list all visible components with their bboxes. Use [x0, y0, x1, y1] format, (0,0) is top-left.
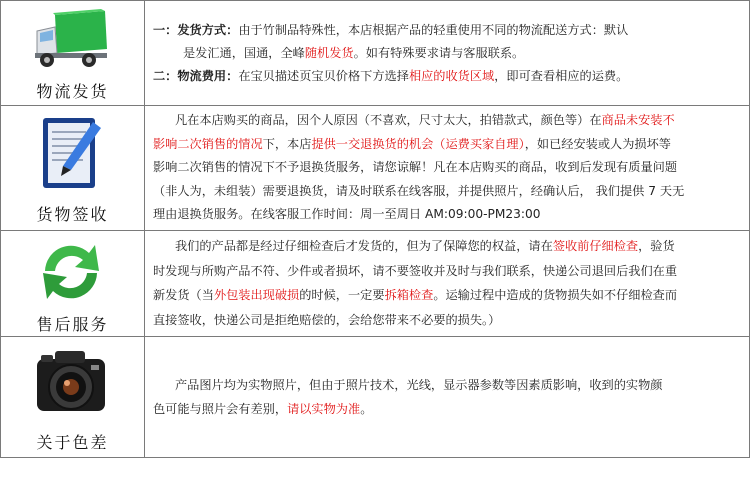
text-line	[153, 234, 745, 259]
text-line	[153, 133, 745, 157]
text-segment: 拆箱检查	[384, 288, 434, 302]
icon-cell	[1, 337, 145, 457]
caption-after-sales: 售后服务	[36, 315, 109, 334]
text-line	[153, 397, 745, 421]
icon-cell	[1, 1, 145, 105]
text-segment: 影响二次销售的情况	[153, 136, 263, 151]
caption-shipping: 物流发货	[36, 82, 109, 101]
text-segment: 外包装出现破损	[213, 288, 300, 302]
text-line	[153, 180, 745, 204]
text-segment: 。如有特殊要求请与客服联系。	[353, 46, 525, 60]
text-segment: （非人为，未组装）需要退换货，请及时联系在线客服，并提供照片，经确认后， 我们提供 7 天无	[153, 183, 685, 198]
row-after-sales	[1, 231, 749, 337]
text-segment: 请以实物为准	[287, 402, 361, 416]
text-segment: 二：物流费用：	[153, 69, 239, 83]
text-segment: 提供一交退换货的机会（运费买家自理）	[311, 136, 525, 151]
text-segment: 理由退换货服务。在线客服工作时间：周一至周日 AM:09:00-PM23:00	[153, 207, 541, 221]
text-segment: 的时候，一定要	[299, 288, 385, 302]
text-line	[153, 156, 745, 180]
text-segment: 签收前仔细检查	[552, 239, 639, 253]
text-receipt	[153, 109, 745, 233]
text-segment: 凡在本店购买的商品，因个人原因（不喜欢，尺寸太大，拍错款式，颜色等）在	[175, 113, 602, 127]
text-segment: 相应的收货区域	[408, 69, 495, 83]
text-segment: 是发汇通，国通，全峰	[183, 46, 305, 60]
text-segment: 色可能与照片会有差别，	[153, 402, 288, 416]
text-after-sales	[153, 234, 745, 339]
text-segment: 在宝贝描述页宝贝价格下方选择	[238, 69, 409, 83]
text-segment: ，如已经安装或人为损坏等	[524, 136, 671, 151]
text-segment: 时发现与所购产品不符、少件或者损坏，请不要签收并及时与我们联系，快递公司退回后我们在重	[153, 263, 678, 278]
text-segment: 直接签收，快递公司是拒绝赔偿的，会给您带来不必要的损失。）	[153, 312, 501, 327]
delivery-truck-icon	[31, 9, 111, 71]
text-line	[153, 308, 745, 333]
text-segment: 新发货（当	[153, 288, 214, 302]
text-line	[153, 42, 745, 65]
text-segment: 我们的产品都是经过仔细检查后才发货的，但为了保障您的权益，请在	[175, 239, 553, 253]
text-color-difference	[153, 373, 745, 493]
text-segment: 商品未安装不	[601, 113, 675, 127]
text-segment: 产品图片均为实物照片，但由于照片技术，光线，显示器参数等因素质影响，收到的实物颜	[175, 378, 663, 392]
text-line	[153, 283, 745, 308]
text-segment: 由于竹制品特殊性，本店根据产品的轻重使用不同的物流配送方式：默认	[238, 23, 629, 37]
refresh-arrows-icon	[31, 237, 111, 307]
camera-icon	[31, 345, 111, 423]
icon-cell	[1, 231, 145, 336]
text-segment: 随机发货	[304, 46, 354, 60]
text-line	[153, 109, 745, 133]
text-segment: 。运输过程中造成的货物损失如不仔细检查而	[433, 288, 678, 302]
text-segment: 。	[360, 402, 373, 416]
caption-color-difference: 关于色差	[36, 433, 109, 452]
text-segment: 下，本店	[262, 136, 312, 151]
text-segment: ，即可查看相应的运费。	[494, 69, 629, 83]
text-line	[153, 203, 745, 227]
text-segment: ，验货	[638, 239, 675, 253]
text-segment: 一：发货方式：	[153, 23, 239, 37]
text-line	[153, 373, 745, 397]
row-shipping	[1, 1, 749, 106]
row-receipt	[1, 106, 749, 231]
row-color-difference	[1, 337, 749, 457]
icon-cell	[1, 106, 145, 230]
text-segment: 影响二次销售的情况下不予退换货服务，请您谅解！凡在本店购买的商品，收到后发现有质量问题	[153, 160, 678, 174]
text-line	[153, 19, 745, 42]
text-line	[153, 259, 745, 284]
text-line	[153, 65, 745, 88]
caption-receipt: 货物签收	[36, 205, 109, 224]
document-pen-icon	[31, 114, 111, 194]
